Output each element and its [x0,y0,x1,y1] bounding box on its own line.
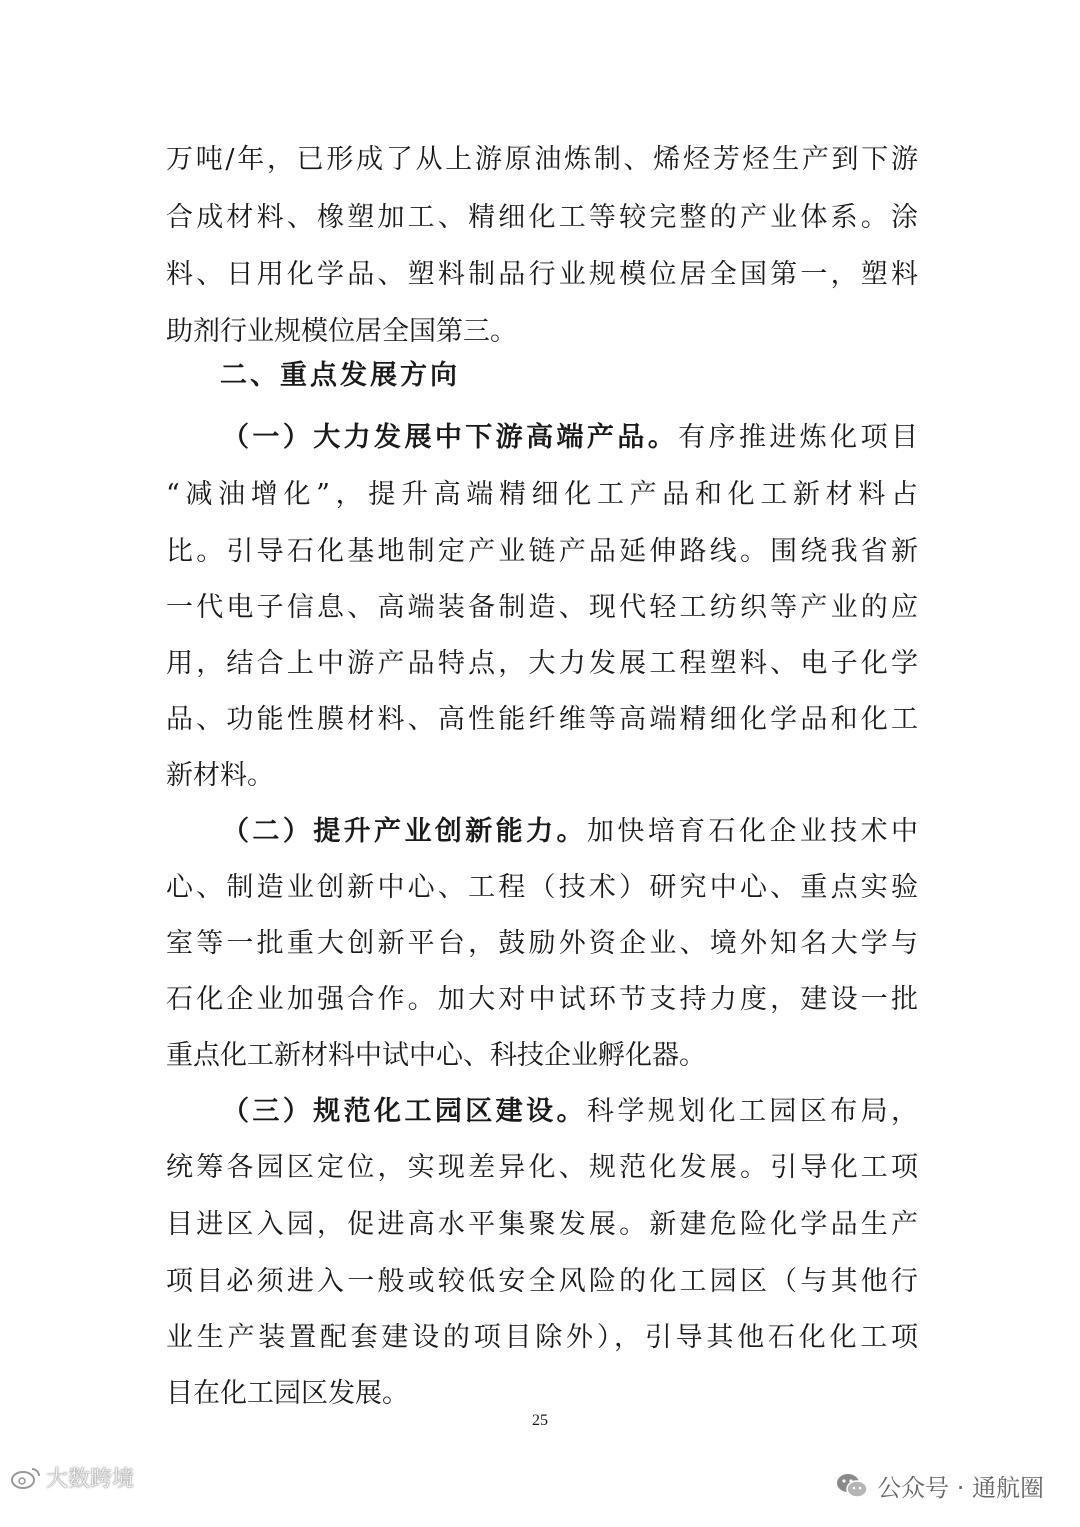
weibo-logo-icon [10,1466,42,1490]
item3-first-line [222,1092,918,1132]
watermark-right [835,1468,1044,1503]
item1-first-rest: 有序推进炼化项目 [678,422,919,453]
item2-first-rest: 加快培育石化企业技术中 [586,816,919,847]
item3-line: 目进区入园，促进高水平集聚发展。新建危险化学品生产 [166,1209,918,1240]
item1-line: 用，结合上中游产品特点，大力发展工程塑料、电子化学 [166,648,918,679]
intro-line: 料、日用化学品、塑料制品行业规模位居全国第一，塑料 [166,259,918,290]
item3-line: 目在化工园区发展。 [166,1378,409,1409]
item3-line: 业生产装置配套建设的项目除外），引导其他石化化工项 [166,1322,918,1353]
item2-title: （二）提升产业创新能力。 [222,816,587,847]
item1-line: 品、功能性膜材料、高性能纤维等高端精细化学品和化工 [166,704,918,735]
item1-line: 新材料。 [166,760,274,791]
item2-line: 石化企业加强合作。加大对中试环节支持力度，建设一批 [166,984,918,1015]
watermark-left-text: 大数跨境 [46,1467,135,1492]
intro-line: 合成材料、橡塑加工、精细化工等较完整的产业体系。涂 [166,202,918,233]
item1-line: 一代电子信息、高端装备制造、现代轻工纺织等产业的应 [166,592,918,623]
item2-line: 心、制造业创新中心、工程（技术）研究中心、重点实验 [166,872,918,903]
item3-line: 统筹各园区定位，实现差异化、规范化发展。引导化工项 [166,1152,918,1183]
item2-first-line [222,812,918,852]
item3-line: 项目必须进入一般或较低安全风险的化工园区（与其他行 [166,1266,918,1297]
page-number: 25 [532,1412,548,1429]
item2-line: 室等一批重大创新平台，鼓励外资企业、境外知名大学与 [166,928,918,959]
wechat-icon [835,1472,869,1500]
intro-line: 万吨/年，已形成了从上游原油炼制、烯烃芳烃生产到下游 [166,144,918,175]
item1-first-line [222,418,918,458]
watermark-left [10,1462,134,1493]
item3-first-rest: 科学规划化工园区布局， [586,1096,919,1127]
watermark-right-text: 公众号 · 通航圈 [877,1474,1044,1502]
item1-line: 比。引导石化基地制定产业链产品延伸路线。围绕我省新 [166,536,918,567]
intro-line: 助剂行业规模位居全国第三。 [166,316,517,347]
item1-title: （一）大力发展中下游高端产品。 [222,422,679,453]
item2-line: 重点化工新材料中试中心、科技企业孵化器。 [166,1040,706,1071]
item3-title: （三）规范化工园区建设。 [222,1096,587,1127]
item1-line: “减油增化”，提升高端精细化工产品和化工新材料占 [166,479,918,510]
section-heading: 二、重点发展方向 [220,360,460,391]
